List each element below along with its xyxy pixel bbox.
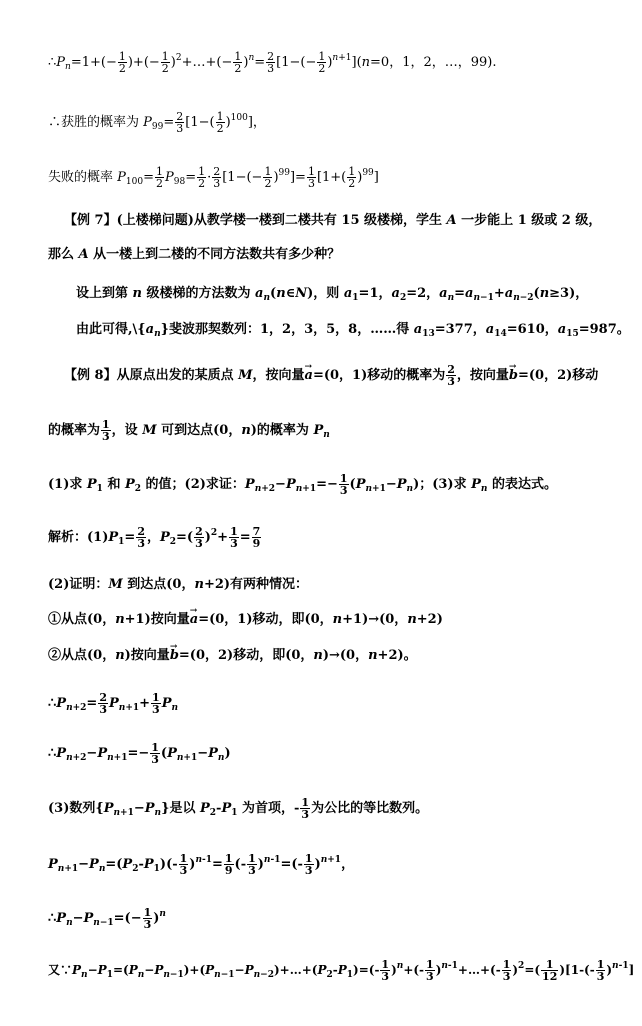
part-3-intro: (3)数列$\{P_{n+1}-P_n\}$是以 $P_2-P_1$ 为首项，- $\frac{1}{3}$ 为公比的等比数列。 [48, 796, 429, 821]
case-1: ①从点(0，n+1)按向量→ a=(0，1)移动，即(0，n+1)→(0，n+2) [48, 612, 443, 628]
solution-part-1: 解析：$(1)P_1=$ $\frac{2}{3}$ ，$P_2=$( $\frac{2}{3}$ )$^2$+ $\frac{1}{3}$ = $\frac{7}{9}$ [48, 525, 261, 550]
line-7: 由此可得$,\backslash\{a_n\}$斐波那契数列：1，2，3，5，8，……得 $a_{13}=377$，$a_{14}=610$，$a_{15}=987$。 [76, 322, 630, 339]
example-7-line-2: 那么 A 从一楼上到二楼的不同方法数共有多少种？ [48, 247, 341, 262]
example-8-line-1: 【例 8】从原点出发的某质点 M，按向量→ a=(0，1)移动的概率为 $\frac{2}{3}$ ，按向量→ b=(0，2)移动 [64, 364, 598, 387]
line-2: ∴获胜的概率为 $P_{99}=$ $\frac{2}{3}$ [1−( $\frac{1}{2}$ )$^{100}$]， [48, 110, 266, 135]
line-6: 设上到第 n 级楼梯的方法数为 $a_n(n\in N)$，则 $a_1=1$，$a_2=2$，$a_n=a_{n-1}+a_{n-2}(n\ge 3)$， [76, 286, 589, 303]
difference-n-line: $\therefore P_n-P_{n-1}=(-$ $\frac{1}{3}$ )$^n$ [48, 906, 166, 931]
case-2: ②从点(0，n)按向量→ b=(0，2)移动，即(0，n)→(0，n+2)。 [48, 648, 417, 664]
line-10: (1)求 $P_1$ 和 $P_2$ 的值；(2)求证：$P_{n+2}-P_{n+1}=-$ $\frac{1}{3}$ $(P_{n+1}-P_n)$；(3)求 $P_n$ 的表达式。 [48, 472, 557, 497]
example-8-line-2: 的概率为 $\frac{1}{3}$ ，设 M 可到达点(0，n)的概率为 $P_n$ [48, 418, 330, 443]
difference-line: $\therefore P_{n+2}-P_{n+1}=-$ $\frac{1}{3}$ $(P_{n+1}-P_n)$ [48, 741, 231, 766]
example-7-line-1: 【例 7】(上楼梯问题)从教学楼一楼到二楼共有 15 级楼梯，学生 A 一步能上 1 级或 2 级， [64, 213, 602, 228]
recurrence-line: $\therefore P_{n+2}=$ $\frac{2}{3}$ $P_{n+1}+$ $\frac{1}{3}$ $P_n$ [48, 691, 179, 716]
line-1: $\therefore P_n=1+(-$ $\frac{1}{2}$ )+(− $\frac{1}{2}$ )$^2$+…+(− $\frac{1}{2}$ )$^n$= $\frac{2}{3}$ [1−(− $\frac{1}{2}$ )$^{n+1}$](n=0，1，2，…，99). [48, 50, 497, 75]
geometric-line: $P_{n+1}-P_n=(P_2-P_1)(-$ $\frac{1}{3}$ )$^{n-1}$= $\frac{1}{9}$ (- $\frac{1}{3}$ )$^{n-1}$=(- $\frac{1}{3}$ )$^{n+1}$， [48, 852, 355, 877]
proof-intro: (2)证明：M 到达点(0，n+2)有两种情况： [48, 577, 309, 592]
sum-line: 又$\because P_n-P_1=(P_n-P_{n-1})+(P_{n-1}-P_{n-2})+\dots+(P_2-P_1)=(-$ $\frac{1}{3}$ )$^n$+(- $\frac{1}{3}$ )$^{n-1}$+…+(- $\frac{1}{3}$ )$^2$=( $\frac{1}{12}$ )[1-(- $\frac{1}{3}$ )$^{n-1}$] [48, 958, 635, 983]
line-3: 失败的概率 $P_{100}=$ $\frac{1}{2}$ $P_{98}=$ $\frac{1}{2}$ · $\frac{2}{3}$ [1−(− $\frac{1}{2}$ )$^{99}$]= $\frac{1}{3}$ [1+( $\frac{1}{2}$ )$^{99}$] [48, 165, 379, 190]
